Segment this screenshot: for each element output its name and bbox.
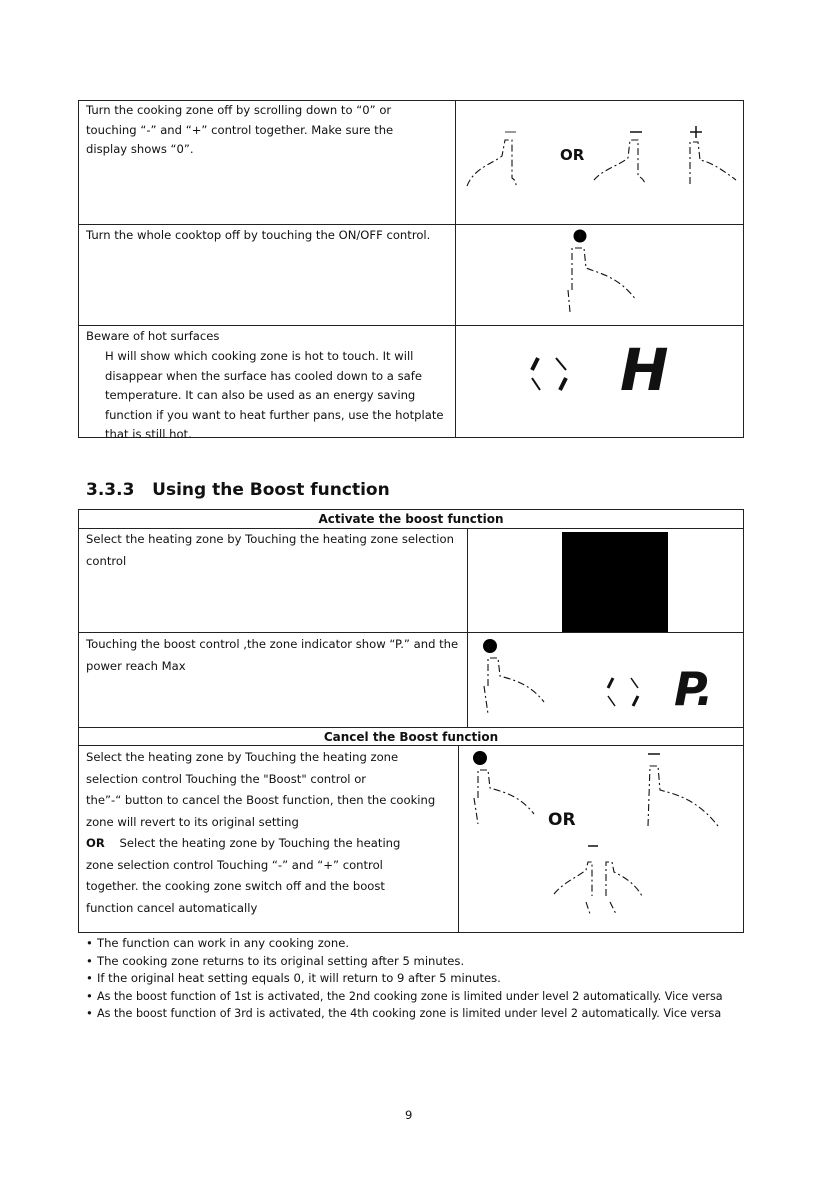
boost-display: P. xyxy=(674,662,714,716)
cancel-line: zone will revert to its original setting xyxy=(86,814,299,829)
finger-minus-icon xyxy=(640,750,724,830)
page-number: 9 xyxy=(405,1108,413,1122)
section-number: 3.3.3 xyxy=(86,480,135,500)
activate-boost-title: Activate the boost function xyxy=(318,512,504,526)
cancel-line: selection control Touching the "Boost" control or xyxy=(86,771,367,786)
table2-divider xyxy=(467,528,468,727)
finger-minus-plus-icon xyxy=(550,842,646,916)
table1-divider xyxy=(455,100,456,438)
list-item: • As the boost function of 3rd is activated, the 4th cooking zone is limited under level 2 automatically. Vice versa xyxy=(86,1006,722,1020)
zone-indicator-icon xyxy=(605,672,641,712)
cancel-instructions xyxy=(86,747,456,919)
power-finger-icon xyxy=(560,228,650,320)
section-heading xyxy=(86,480,390,500)
cancel-line: together. the cooking zone switch off and the boost xyxy=(86,879,385,893)
hot-surface-heading: Beware of hot surfaces xyxy=(86,329,220,343)
or-label: OR xyxy=(548,810,576,830)
finger-plus-icon xyxy=(680,126,750,196)
svg-text:P: P xyxy=(487,642,492,651)
zone-display-image xyxy=(562,532,668,632)
table1-row-sep xyxy=(78,325,744,326)
table2-divider xyxy=(458,745,459,933)
cancel-line: function cancel automatically xyxy=(86,900,258,915)
svg-text:P: P xyxy=(477,754,482,763)
boost-finger-icon xyxy=(470,748,550,828)
boost-finger-icon xyxy=(480,636,560,720)
notes-list xyxy=(86,935,746,1023)
hot-surface-text: H will show which cooking zone is hot to touch. It will disappear when the surface has cooled down to a safe temperature. It can also be used as an energy saving function if you want to heat further pans, use the hotplate that is still hot. xyxy=(105,349,444,441)
section-title: Using the Boost function xyxy=(152,480,390,500)
list-item: • The cooking zone returns to its original setting after 5 minutes. xyxy=(86,953,465,968)
hot-zone-indicator-icon xyxy=(526,350,572,396)
hot-display-letter: H xyxy=(620,336,669,404)
finger-minus-icon xyxy=(590,128,660,198)
list-item: • If the original heat setting equals 0, it will return to 9 after 5 minutes. xyxy=(86,971,501,985)
activate-step2-text: Touching the boost control ,the zone indicator show “P.” and the power reach Max xyxy=(86,637,459,673)
cancel-line: the”-“ button to cancel the Boost function, then the cooking xyxy=(86,793,436,807)
list-item: • The function can work in any cooking zone. xyxy=(86,936,350,950)
instruction-cooktop-off: Turn the whole cooktop off by touching the ON/OFF control. xyxy=(86,228,431,242)
list-item: • As the boost function of 1st is activated, the 2nd cooking zone is limited under level 2 automatically. Vice versa xyxy=(86,988,723,1003)
activate-step1-text: Select the heating zone by Touching the heating zone selection control xyxy=(86,532,454,568)
cancel-line: zone selection control Touching “-” and “+” control xyxy=(86,857,383,872)
cancel-line: Select the heating zone by Touching the heating zone xyxy=(86,750,399,764)
cancel-line: Select the heating zone by Touching the heating xyxy=(119,836,401,850)
or-prefix: OR xyxy=(86,836,105,850)
finger-minus-icon xyxy=(460,128,530,198)
cancel-boost-title: Cancel the Boost function xyxy=(323,730,499,744)
table1-row-sep xyxy=(78,224,744,225)
instruction-zone-off: Turn the cooking zone off by scrolling down to “0” or touching “-” and “+” control together. Make sure the display shows “0”. xyxy=(86,103,394,156)
table2-sep xyxy=(78,632,744,633)
or-label: OR xyxy=(560,146,585,164)
